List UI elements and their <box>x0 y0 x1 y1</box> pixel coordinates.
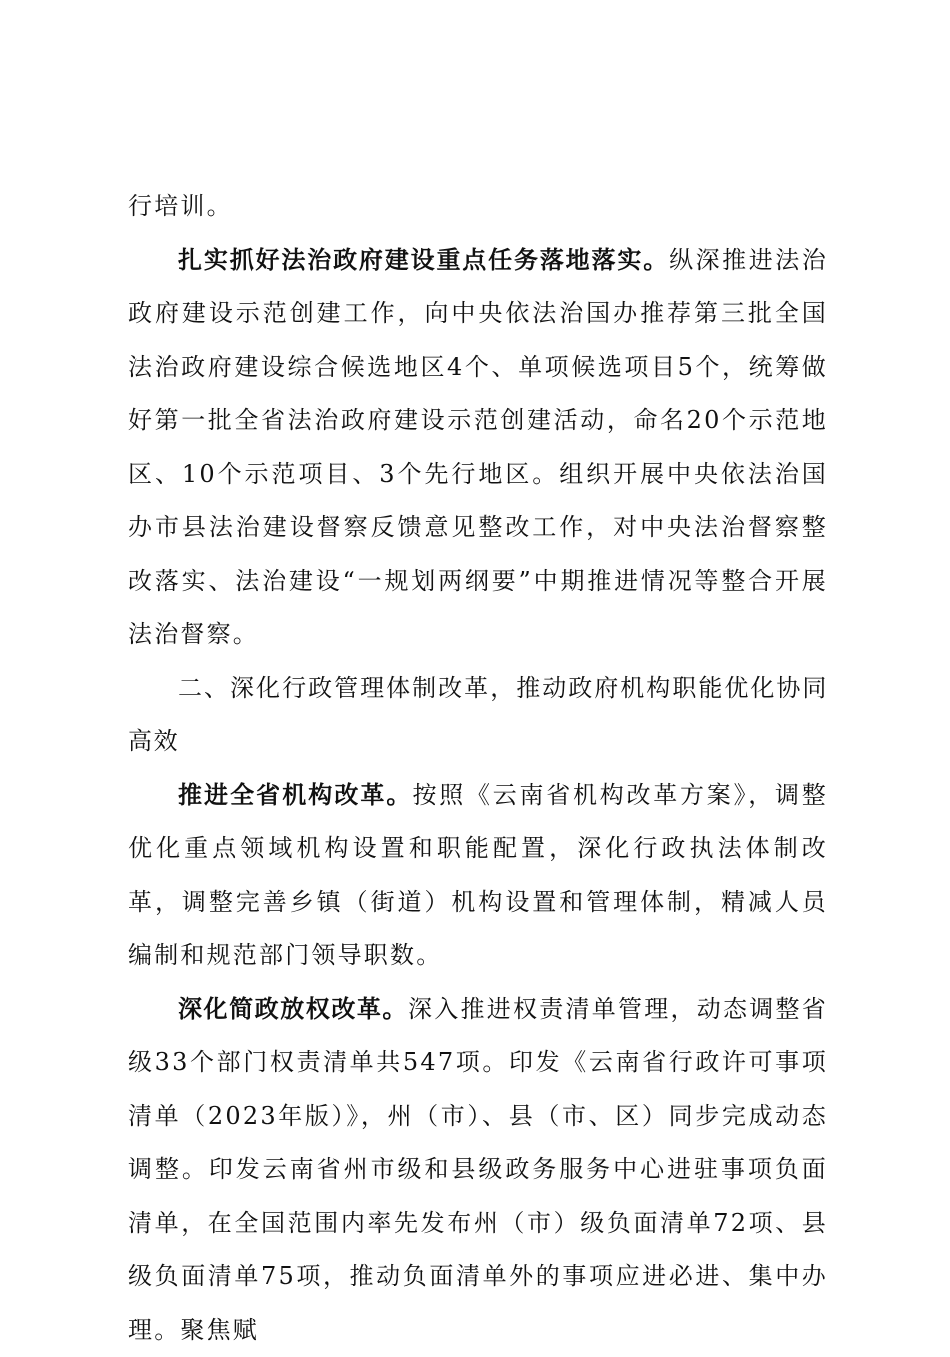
continuation-paragraph <box>128 180 828 234</box>
section-heading: 二、深化行政管理体制改革，推动政府机构职能优化协同高效 <box>128 662 828 769</box>
decentralization-body: 深入推进权责清单管理，动态调整省级33个部门权责清单共547项。印发《云南省行政许可事项清单（2023年版）》，州（市）、县（市、区）同步完成动态调整。印发云南省州市级和县级政务服务中心进驻事项负面清单，在全国范围内率先发布州（市）级负面清单72项、县级负面清单75项，推动负面清单外的事项应进必进、集中办理。聚焦赋 <box>128 995 828 1344</box>
rule-of-law-paragraph <box>128 234 828 662</box>
decentralization-lead: 深化简政放权改革。 <box>178 995 408 1023</box>
institutional-reform-paragraph <box>128 769 828 983</box>
continuation-text: 行培训。 <box>128 192 233 220</box>
institutional-reform-body: 按照《云南省机构改革方案》，调整优化重点领域机构设置和职能配置，深化行政执法体制改革，调整完善乡镇（街道）机构设置和管理体制，精减人员编制和规范部门领导职数。 <box>128 781 828 970</box>
rule-of-law-body: 纵深推进法治政府建设示范创建工作，向中央依法治国办推荐第三批全国法治政府建设综合候选地区4个、单项候选项目5个，统筹做好第一批全省法治政府建设示范创建活动，命名20个示范地区、10个示范项目、3个先行地区。组织开展中央依法治国办市县法治建设督察反馈意见整改工作，对中央法治督察整改落实、法治建设“一规划两纲要”中期推进情况等整合开展法治督察。 <box>128 246 828 649</box>
decentralization-paragraph <box>128 983 828 1357</box>
document-body <box>128 180 828 1357</box>
rule-of-law-lead: 扎实抓好法治政府建设重点任务落地落实。 <box>178 246 669 274</box>
institutional-reform-lead: 推进全省机构改革。 <box>178 781 413 809</box>
